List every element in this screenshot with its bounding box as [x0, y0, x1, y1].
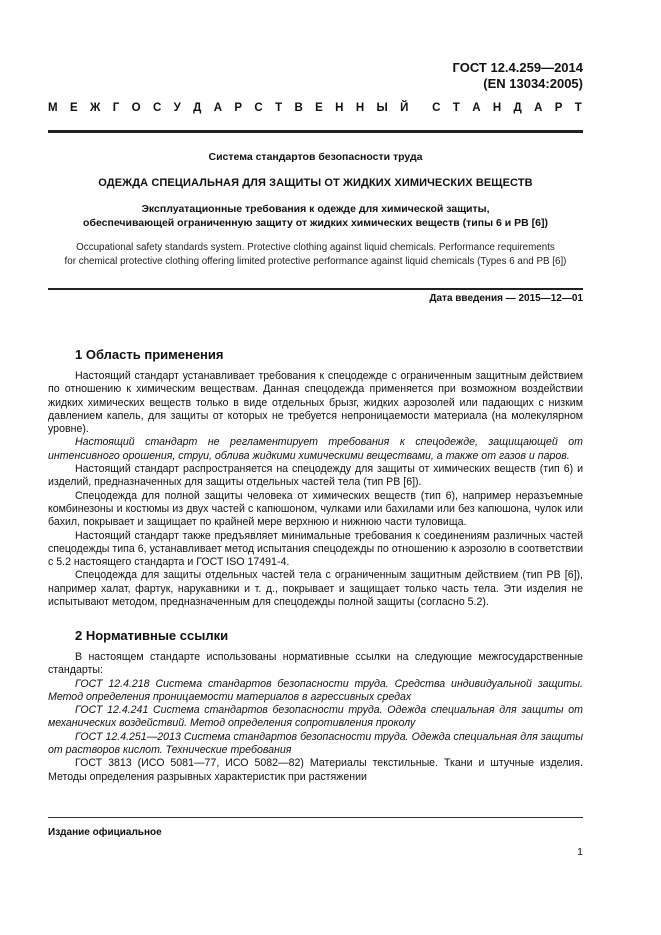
paragraph: ГОСТ 12.4.251—2013 Система стандартов безопасности труда. Одежда специальная для защиты от растворов кислот. Технические требования [48, 730, 583, 757]
interstate-letter: У [173, 102, 182, 114]
english-title-line: for chemical protective clothing offering limited protective performance against liquid chemicals (Types 6 and PB [6]) [64, 256, 567, 267]
interstate-letter: Г [112, 102, 121, 114]
sub-title-line: Эксплуатационные требования к одежде для химической защиты, [141, 203, 490, 215]
paragraph: Спецодежда для полной защиты человека от химических веществ (тип 6), например неразъемные комбинезоны и костюмы из двух частей с капюшоном, чулками или бахилами или без капюшона, чулок или бахил, покрывает и защищает по крайней мере верхнюю и нижнюю части туловища. [48, 489, 583, 529]
interstate-letter: О [131, 102, 142, 114]
official-edition-label: Издание официальное [48, 827, 162, 838]
interstate-letter: Т [452, 102, 461, 114]
paragraph: Настоящий стандарт также предъявляет минимальные требования к соединениям различных частей спецодежды типа 6, устанавливает метод испытания спецодежды по отношению к аэрозолю в соответствии с 5.2 настоящего стандарта и ГОСТ ISO 17491-4. [48, 529, 583, 569]
header-rule [48, 130, 583, 133]
interstate-letters [48, 102, 583, 114]
paragraph: ГОСТ 12.4.241 Система стандартов безопасности труда. Одежда специальная для защиты от механических воздействий. Метод определения сопротивления проколу [48, 704, 583, 730]
english-title-line: Occupational safety standards system. Protective clothing against liquid chemicals. Performance requirements [76, 242, 555, 253]
interstate-letter: А [213, 102, 224, 114]
interstate-letter: С [432, 102, 442, 114]
paragraph: ГОСТ 12.4.218 Система стандартов безопасности труда. Средства индивидуальной защиты. Метод определения проницаемости материалов в агрессивных средах [48, 677, 583, 703]
section-1-body [48, 370, 583, 609]
footer-rule [48, 817, 583, 818]
sub-title [48, 202, 583, 230]
standard-number-block [453, 60, 583, 92]
section-2-body [48, 651, 583, 784]
english-title [48, 241, 583, 269]
interstate-letter: А [472, 102, 482, 114]
section-2-heading: 2 Нормативные ссылки [75, 628, 229, 643]
interstate-letter: В [294, 102, 304, 114]
paragraph: Настоящий стандарт устанавливает требования к спецодежде с ограниченным защитным действием по отношению к химическим веществам. Данная спецодежда применяется при возможном воздействии жидких химических веществ только в виде отдельных брызг, жидких аэрозолей или падающих с низким давлением капель, для защиты от которых не требуется непроницаемости материала (на молекулярном уровне). [48, 370, 583, 436]
section-1-heading: 1 Область применения [75, 347, 224, 362]
main-title: ОДЕЖДА СПЕЦИАЛЬНАЯ ДЛЯ ЗАЩИТЫ ОТ ЖИДКИХ ХИМИЧЕСКИХ ВЕЩЕСТВ [98, 177, 533, 189]
interstate-letter: С [254, 102, 264, 114]
interstate-letter: Н [335, 102, 345, 114]
en-equivalent: (EN 13034:2005) [483, 76, 583, 91]
interstate-letter: Е [315, 102, 324, 114]
interstate-letter: Р [234, 102, 244, 114]
interstate-letter: Н [355, 102, 366, 114]
interstate-letter: Т [275, 102, 284, 114]
paragraph: Настоящий стандарт не регламентирует требования к спецодежде, защищающей от интенсивного орошения, струи, облива жидкими химическими веществами, а также от газов и паров. [48, 436, 583, 462]
introduction-date: Дата введения — 2015—12—01 [429, 293, 583, 304]
interstate-letter: М [48, 102, 59, 114]
interstate-letter: Е [69, 102, 79, 114]
system-title: Система стандартов безопасности труда [208, 151, 423, 163]
interstate-letter: Й [400, 102, 410, 114]
interstate-standard-banner [48, 102, 583, 114]
title-rule [48, 288, 583, 290]
paragraph: Спецодежда для защиты отдельных частей тела с ограниченным защитным действием (тип РВ [6]), например халат, фартук, нарукавники и т. д., покрывает и защищает только часть тела. Эти изделия не испытывают методом, предназначенным для спецодежды полной защиты (согласно 5.2). [48, 569, 583, 609]
interstate-letter: С [152, 102, 163, 114]
paragraph: Настоящий стандарт распространяется на спецодежду для защиты от химических веществ (тип 6) и изделий, предназначенных для защиты отдельных частей тела (тип РВ [6]). [48, 463, 583, 489]
paragraph: ГОСТ 3813 (ИСО 5081—77, ИСО 5082—82) Материалы текстильные. Ткани и штучные изделия. Методы определения разрывных характеристик при растяжении [48, 757, 583, 783]
interstate-letter: Ж [89, 102, 102, 114]
interstate-letter: Ы [376, 102, 389, 114]
interstate-letter: Т [574, 102, 583, 114]
interstate-letter: Н [492, 102, 503, 114]
interstate-letter: Д [513, 102, 523, 114]
interstate-letter: А [534, 102, 544, 114]
interstate-letter: Р [554, 102, 564, 114]
standard-number: ГОСТ 12.4.259—2014 [452, 60, 583, 75]
sub-title-line: обеспечивающей ограниченную защиту от жидких химических веществ (типы 6 и РВ [6]) [83, 217, 548, 229]
paragraph: В настоящем стандарте использованы нормативные ссылки на следующие межгосударственные стандарты: [48, 651, 583, 677]
page-number: 1 [577, 846, 583, 858]
interstate-letter: Д [193, 102, 203, 114]
